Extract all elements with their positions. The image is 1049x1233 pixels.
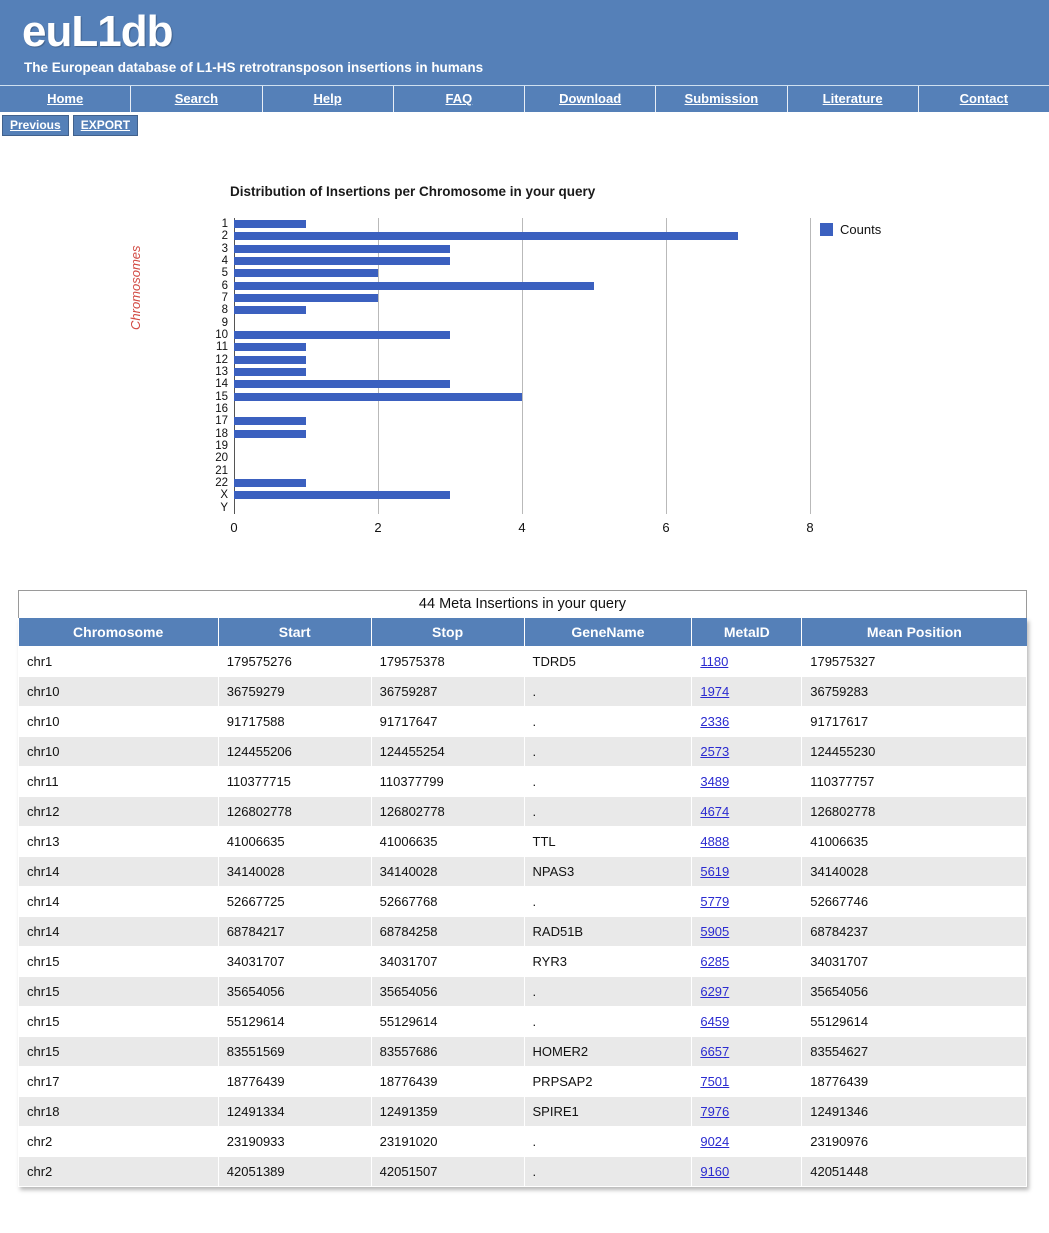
column-header-chromosome[interactable]: Chromosome: [19, 618, 219, 647]
cell-chromosome: chr17: [19, 1067, 219, 1097]
metaid-link[interactable]: 7976: [700, 1104, 730, 1119]
cell-start: 126802778: [218, 797, 371, 827]
metaid-link[interactable]: 7501: [700, 1074, 730, 1089]
chart-row: [221, 267, 810, 280]
chart-bars: [215, 218, 810, 514]
nav-item-faq[interactable]: FAQ: [394, 86, 525, 112]
chart-row: [221, 255, 810, 267]
cell-start: 83551569: [218, 1037, 371, 1067]
y-tick-20: 20: [215, 452, 228, 465]
chart-row: [221, 230, 810, 243]
cell-metaid: [692, 1007, 802, 1037]
table-row: [19, 707, 1027, 737]
chart-row: [216, 341, 810, 354]
metaid-link[interactable]: 5779: [700, 894, 730, 909]
chart-row: [221, 242, 810, 255]
chart-title: Distribution of Insertions per Chromosome in your query: [230, 184, 596, 199]
cell-chromosome: chr15: [19, 1037, 219, 1067]
cell-chromosome: chr2: [19, 1127, 219, 1157]
cell-stop: 23191020: [371, 1127, 524, 1157]
table-caption: 44 Meta Insertions in your query: [18, 590, 1027, 618]
cell-chromosome: chr15: [19, 977, 219, 1007]
cell-genename: PRPSAP2: [524, 1067, 692, 1097]
cell-genename: RYR3: [524, 947, 692, 977]
legend-swatch-counts: [820, 223, 833, 236]
cell-mean-position: 110377757: [802, 767, 1027, 797]
cell-start: 55129614: [218, 1007, 371, 1037]
cell-metaid: [692, 1097, 802, 1127]
cell-mean-position: 179575327: [802, 647, 1027, 677]
meta-insertions-table: [18, 590, 1027, 1187]
y-tick-14: 14: [215, 378, 228, 391]
cell-chromosome: chr12: [19, 797, 219, 827]
site-tagline: The European database of L1-HS retrotransposon insertions in humans: [24, 60, 484, 75]
bar-chromosome-7: [234, 294, 378, 302]
table-row: [19, 1097, 1027, 1127]
cell-start: 124455206: [218, 737, 371, 767]
cell-start: 23190933: [218, 1127, 371, 1157]
cell-chromosome: chr11: [19, 767, 219, 797]
gridline-8: [810, 218, 811, 514]
cell-mean-position: 91717617: [802, 707, 1027, 737]
chart-row: [220, 489, 810, 502]
cell-metaid: [692, 857, 802, 887]
cell-stop: 41006635: [371, 827, 524, 857]
cell-stop: 179575378: [371, 647, 524, 677]
table-row: [19, 1157, 1027, 1187]
metaid-link[interactable]: 4674: [700, 804, 730, 819]
cell-metaid: [692, 1067, 802, 1097]
chart-legend: [820, 222, 881, 237]
cell-metaid: [692, 707, 802, 737]
cell-genename: .: [524, 707, 692, 737]
cell-stop: 110377799: [371, 767, 524, 797]
x-tick-2: 2: [374, 520, 382, 535]
x-tick-0: 0: [230, 520, 238, 535]
cell-metaid: [692, 1127, 802, 1157]
bar-chromosome-4: [234, 257, 450, 265]
bar-chromosome-12: [234, 356, 306, 364]
cell-chromosome: chr13: [19, 827, 219, 857]
table-row: [19, 1007, 1027, 1037]
chart-row: [215, 378, 810, 391]
nav-item-submission[interactable]: Submission: [656, 86, 787, 112]
cell-genename: .: [524, 797, 692, 827]
cell-genename: .: [524, 1157, 692, 1187]
cell-genename: NPAS3: [524, 857, 692, 887]
site-brand: euL1db: [22, 7, 173, 56]
cell-metaid: [692, 797, 802, 827]
chart-row: [215, 440, 810, 452]
table-row: [19, 797, 1027, 827]
insertions-chart: [0, 170, 1049, 590]
table-row: [19, 887, 1027, 917]
cell-mean-position: 34031707: [802, 947, 1027, 977]
cell-chromosome: chr10: [19, 737, 219, 767]
legend-label-counts: Counts: [840, 222, 882, 237]
cell-genename: .: [524, 977, 692, 1007]
cell-metaid: [692, 1157, 802, 1187]
cell-mean-position: 52667746: [802, 887, 1027, 917]
chart-row: [215, 390, 810, 403]
cell-mean-position: 34140028: [802, 857, 1027, 887]
chart-y-axis-label: Chromosomes: [128, 245, 143, 330]
y-tick-16: 16: [215, 403, 228, 415]
table-row: [19, 647, 1027, 677]
y-tick-7: 7: [221, 292, 228, 304]
bar-chromosome-3: [234, 245, 450, 253]
y-tick-15: 15: [215, 390, 228, 403]
cell-mean-position: 41006635: [802, 827, 1027, 857]
cell-stop: 55129614: [371, 1007, 524, 1037]
bar-chromosome-14: [234, 380, 450, 388]
table-row: [19, 917, 1027, 947]
cell-chromosome: chr1: [19, 647, 219, 677]
y-tick-6: 6: [221, 279, 228, 292]
bar-chromosome-5: [234, 269, 378, 277]
cell-start: 42051389: [218, 1157, 371, 1187]
y-tick-9: 9: [221, 316, 228, 329]
cell-start: 34031707: [218, 947, 371, 977]
y-tick-1: 1: [221, 218, 228, 230]
table-row: [19, 1067, 1027, 1097]
chart-row: [215, 427, 810, 440]
chart-row: [215, 464, 810, 477]
chart-row: [215, 415, 810, 428]
table-row: [19, 857, 1027, 887]
bar-chromosome-15: [234, 393, 522, 401]
metaid-link[interactable]: 9024: [700, 1134, 730, 1149]
y-tick-11: 11: [216, 341, 228, 354]
cell-genename: SPIRE1: [524, 1097, 692, 1127]
cell-metaid: [692, 887, 802, 917]
cell-mean-position: 68784237: [802, 917, 1027, 947]
table-row: [19, 1127, 1027, 1157]
table-row: [19, 767, 1027, 797]
bar-chromosome-1: [234, 220, 306, 228]
cell-stop: 124455254: [371, 737, 524, 767]
table-row: [19, 677, 1027, 707]
cell-stop: 36759287: [371, 677, 524, 707]
y-tick-4: 4: [221, 255, 228, 267]
metaid-link[interactable]: 9160: [700, 1164, 730, 1179]
chart-row: [215, 477, 810, 489]
chart-plot-area: [215, 218, 814, 535]
bar-chromosome-10: [234, 331, 450, 339]
chart-row: [221, 316, 810, 329]
x-tick-6: 6: [662, 520, 670, 535]
y-tick-5: 5: [221, 267, 228, 280]
y-tick-8: 8: [221, 304, 228, 317]
bar-chromosome-13: [234, 368, 306, 376]
column-header-stop[interactable]: Stop: [371, 618, 524, 647]
cell-mean-position: 42051448: [802, 1157, 1027, 1187]
column-header-start[interactable]: Start: [218, 618, 371, 647]
bar-chromosome-2: [234, 232, 738, 240]
cell-stop: 42051507: [371, 1157, 524, 1187]
cell-stop: 126802778: [371, 797, 524, 827]
bar-chromosome-X: [234, 491, 450, 499]
cell-chromosome: chr18: [19, 1097, 219, 1127]
bar-chromosome-17: [234, 417, 306, 425]
cell-chromosome: chr15: [19, 947, 219, 977]
y-tick-13: 13: [215, 366, 228, 378]
cell-metaid: [692, 677, 802, 707]
cell-start: 41006635: [218, 827, 371, 857]
cell-mean-position: 36759283: [802, 677, 1027, 707]
cell-start: 36759279: [218, 677, 371, 707]
cell-metaid: [692, 767, 802, 797]
table-row: [19, 977, 1027, 1007]
cell-stop: 91717647: [371, 707, 524, 737]
cell-stop: 52667768: [371, 887, 524, 917]
cell-metaid: [692, 647, 802, 677]
metaid-link[interactable]: 6657: [700, 1044, 730, 1059]
cell-chromosome: chr2: [19, 1157, 219, 1187]
metaid-link[interactable]: 6459: [700, 1014, 730, 1029]
cell-start: 35654056: [218, 977, 371, 1007]
cell-mean-position: 124455230: [802, 737, 1027, 767]
cell-stop: 18776439: [371, 1067, 524, 1097]
table-row: [19, 827, 1027, 857]
previous-button[interactable]: Previous: [2, 115, 69, 136]
cell-metaid: [692, 737, 802, 767]
y-tick-3: 3: [221, 242, 228, 255]
cell-metaid: [692, 827, 802, 857]
y-tick-X: X: [220, 489, 228, 502]
cell-stop: 34140028: [371, 857, 524, 887]
chart-row: [215, 403, 810, 415]
chart-row: [215, 366, 810, 378]
chart-row: [221, 304, 810, 317]
bar-chromosome-8: [234, 306, 306, 314]
table-row: [19, 737, 1027, 767]
metaid-link[interactable]: 6297: [700, 984, 730, 999]
chart-row: [221, 292, 810, 304]
table-row: [19, 1037, 1027, 1067]
y-tick-2: 2: [221, 230, 228, 243]
nav-item-help[interactable]: Help: [263, 86, 394, 112]
cell-chromosome: chr10: [19, 677, 219, 707]
cell-chromosome: chr10: [19, 707, 219, 737]
y-tick-18: 18: [215, 427, 228, 440]
bar-chromosome-22: [234, 479, 306, 487]
cell-genename: .: [524, 677, 692, 707]
chart-row: [215, 452, 810, 465]
nav-item-home[interactable]: Home: [0, 86, 131, 112]
table-body: [19, 647, 1027, 1187]
cell-genename: TDRD5: [524, 647, 692, 677]
nav-item-download[interactable]: Download: [525, 86, 656, 112]
y-tick-12: 12: [215, 353, 228, 366]
cell-stop: 34031707: [371, 947, 524, 977]
nav-item-contact[interactable]: Contact: [919, 86, 1049, 112]
cell-start: 12491334: [218, 1097, 371, 1127]
export-button[interactable]: EXPORT: [73, 115, 138, 136]
metaid-link[interactable]: 5619: [700, 864, 730, 879]
cell-start: 68784217: [218, 917, 371, 947]
cell-genename: .: [524, 1127, 692, 1157]
cell-chromosome: chr14: [19, 857, 219, 887]
cell-metaid: [692, 917, 802, 947]
cell-mean-position: 23190976: [802, 1127, 1027, 1157]
bar-chromosome-6: [234, 282, 594, 290]
cell-stop: 83557686: [371, 1037, 524, 1067]
bar-chromosome-18: [234, 430, 306, 438]
cell-chromosome: chr14: [19, 887, 219, 917]
column-header-genename[interactable]: GeneName: [524, 618, 692, 647]
cell-start: 91717588: [218, 707, 371, 737]
cell-start: 179575276: [218, 647, 371, 677]
chart-row: [215, 329, 810, 341]
cell-start: 52667725: [218, 887, 371, 917]
column-header-mean-position[interactable]: Mean Position: [802, 618, 1027, 647]
cell-metaid: [692, 1037, 802, 1067]
table-row: [19, 947, 1027, 977]
nav-item-search[interactable]: Search: [131, 86, 262, 112]
main-navigation: [0, 85, 1049, 112]
metaid-link[interactable]: 4888: [700, 834, 730, 849]
metaid-link[interactable]: 1974: [700, 684, 730, 699]
cell-chromosome: chr15: [19, 1007, 219, 1037]
y-tick-10: 10: [215, 329, 228, 341]
site-header: [0, 0, 1049, 112]
cell-metaid: [692, 977, 802, 1007]
y-tick-19: 19: [215, 440, 228, 452]
cell-genename: RAD51B: [524, 917, 692, 947]
cell-genename: HOMER2: [524, 1037, 692, 1067]
x-tick-4: 4: [518, 520, 526, 535]
cell-mean-position: 83554627: [802, 1037, 1027, 1067]
metaid-link[interactable]: 6285: [700, 954, 730, 969]
chart-row: [221, 218, 810, 230]
action-bar: [0, 112, 1049, 136]
cell-mean-position: 18776439: [802, 1067, 1027, 1097]
cell-metaid: [692, 947, 802, 977]
cell-mean-position: 55129614: [802, 1007, 1027, 1037]
cell-chromosome: chr14: [19, 917, 219, 947]
cell-mean-position: 35654056: [802, 977, 1027, 1007]
y-tick-22: 22: [215, 477, 228, 489]
cell-stop: 12491359: [371, 1097, 524, 1127]
cell-start: 34140028: [218, 857, 371, 887]
cell-genename: TTL: [524, 827, 692, 857]
cell-start: 18776439: [218, 1067, 371, 1097]
cell-genename: .: [524, 767, 692, 797]
results-section: [18, 590, 1031, 1187]
metaid-link[interactable]: 2573: [700, 744, 730, 759]
metaid-link[interactable]: 3489: [700, 774, 730, 789]
cell-genename: .: [524, 1007, 692, 1037]
cell-genename: .: [524, 737, 692, 767]
metaid-link[interactable]: 2336: [700, 714, 730, 729]
cell-stop: 68784258: [371, 917, 524, 947]
nav-item-literature[interactable]: Literature: [788, 86, 919, 112]
chart-row: [220, 501, 810, 514]
bar-chromosome-11: [234, 343, 306, 351]
chart-row: [221, 279, 810, 292]
y-tick-21: 21: [215, 464, 228, 477]
metaid-link[interactable]: 5905: [700, 924, 730, 939]
cell-mean-position: 12491346: [802, 1097, 1027, 1127]
cell-genename: .: [524, 887, 692, 917]
column-header-metaid[interactable]: MetaID: [692, 618, 802, 647]
y-tick-17: 17: [215, 415, 228, 428]
x-tick-8: 8: [806, 520, 814, 535]
chart-row: [215, 353, 810, 366]
table-header-row: [19, 618, 1027, 647]
table-header: [19, 618, 1027, 647]
cell-stop: 35654056: [371, 977, 524, 1007]
cell-start: 110377715: [218, 767, 371, 797]
y-tick-Y: Y: [220, 501, 228, 514]
cell-mean-position: 126802778: [802, 797, 1027, 827]
metaid-link[interactable]: 1180: [700, 654, 729, 669]
